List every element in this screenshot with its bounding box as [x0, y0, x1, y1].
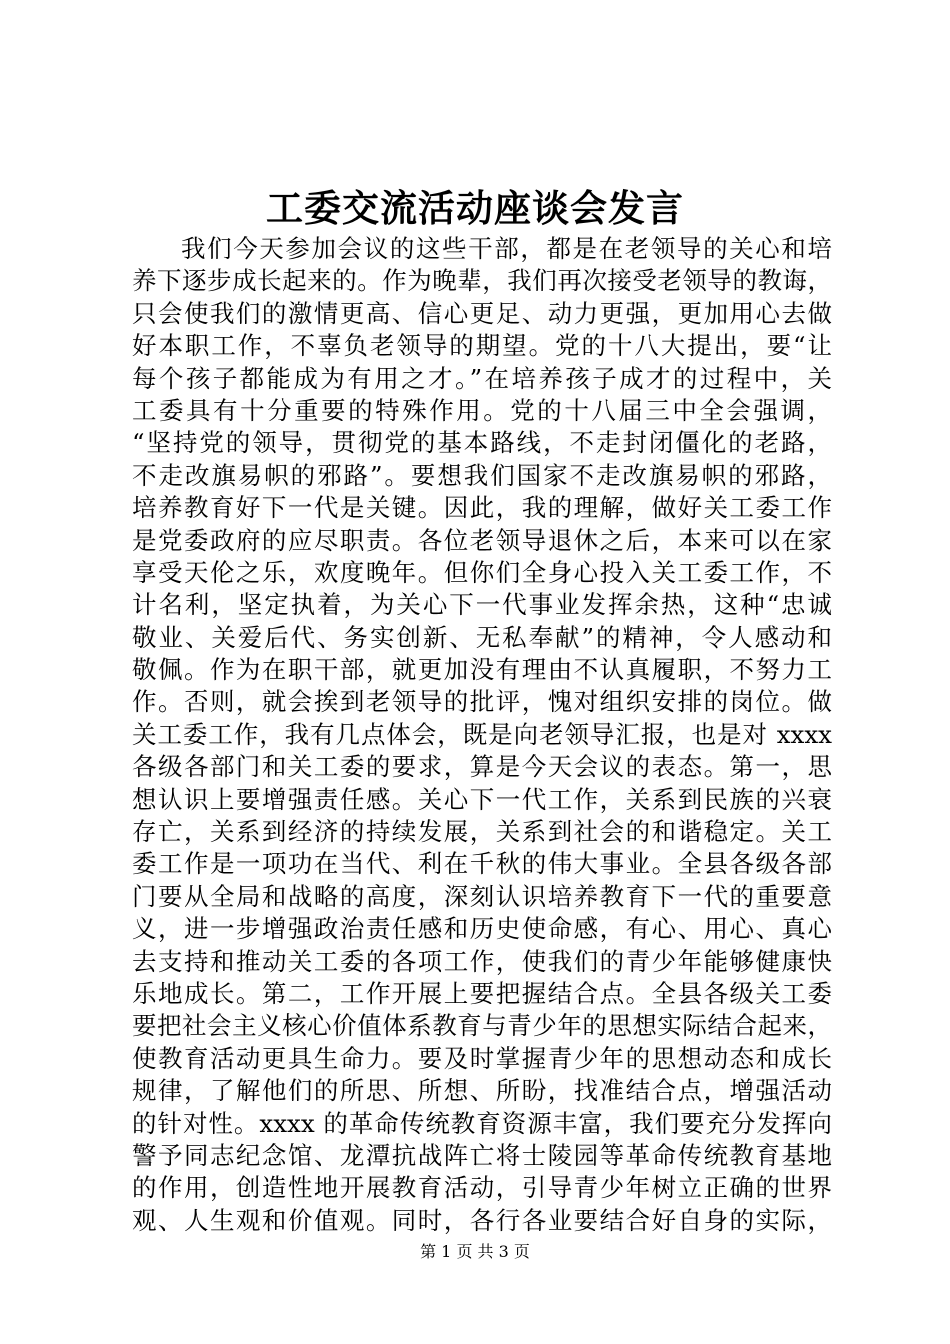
text-line: 的针对性。xxxx 的革命传统教育资源丰富，我们要充分发挥向 [132, 1108, 832, 1138]
text-line: 存亡，关系到经济的持续发展，关系到社会的和谐稳定。关工 [132, 817, 832, 847]
text-line: 要把社会主义核心价值体系教育与青少年的思想实际结合起来， [132, 1011, 832, 1041]
text-line: 是党委政府的应尽职责。各位老领导退休之后，本来可以在家 [132, 525, 832, 555]
text-line: 使教育活动更具生命力。要及时掌握青少年的思想动态和成长 [132, 1043, 832, 1073]
text-line: 观、人生观和价值观。同时，各行各业要结合好自身的实际， [132, 1205, 832, 1235]
text-line: 的作用，创造性地开展教育活动，引导青少年树立正确的世界 [132, 1173, 832, 1203]
text-line: 各级各部门和关工委的要求，算是今天会议的表态。第一，思 [132, 752, 832, 782]
text-line: 关工委工作，我有几点体会，既是向老领导汇报，也是对 xxxx [132, 719, 832, 749]
page-footer: 第 1 页 共 3 页 [420, 1242, 530, 1261]
text-line: 工委具有十分重要的特殊作用。党的十八届三中全会强调， [132, 395, 832, 425]
text-line: “坚持党的领导，贯彻党的基本路线，不走封闭僵化的老路， [132, 428, 832, 458]
text-line: 享受天伦之乐，欢度晚年。但你们全身心投入关工委工作，不 [132, 557, 832, 587]
text-line: 敬佩。作为在职干部，就更加没有理由不认真履职，不努力工 [132, 655, 832, 685]
text-line: 规律，了解他们的所思、所想、所盼，找准结合点，增强活动 [132, 1076, 832, 1106]
text-line: 作。否则，就会挨到老领导的批评，愧对组织安排的岗位。做 [132, 687, 832, 717]
text-line: 养下逐步成长起来的。作为晚辈，我们再次接受老领导的教诲， [132, 266, 832, 296]
text-line: 计名利，坚定执着，为关心下一代事业发挥余热，这种“忠诚 [132, 590, 832, 620]
text-line: 好本职工作，不辜负老领导的期望。党的十八大提出，要“让 [132, 331, 832, 361]
text-line: 义，进一步增强政治责任感和历史使命感，有心、用心、真心 [132, 914, 832, 944]
text-line: 敬业、关爱后代、务实创新、无私奉献”的精神，令人感动和 [132, 622, 832, 652]
text-line: 想认识上要增强责任感。关心下一代工作，关系到民族的兴衰 [132, 784, 832, 814]
text-line: 乐地成长。第二，工作开展上要把握结合点。全县各级关工委 [132, 978, 832, 1008]
body-paragraph [132, 233, 832, 1237]
text-line: 委工作是一项功在当代、利在千秋的伟大事业。全县各级各部 [132, 849, 832, 879]
text-line: 每个孩子都能成为有用之才。”在培养孩子成才的过程中，关 [132, 363, 832, 393]
document-title: 工委交流活动座谈会发言 [266, 186, 684, 230]
text-line: 去支持和推动关工委的各项工作，使我们的青少年能够健康快 [132, 946, 832, 976]
text-line: 不走改旗易帜的邪路”。要想我们国家不走改旗易帜的邪路， [132, 460, 832, 490]
text-line: 门要从全局和战略的高度，深刻认识培养教育下一代的重要意 [132, 881, 832, 911]
text-line: 只会使我们的激情更高、信心更足、动力更强，更加用心去做 [132, 298, 832, 328]
text-line: 培养教育好下一代是关键。因此，我的理解，做好关工委工作 [132, 493, 832, 523]
text-line: 警予同志纪念馆、龙潭抗战阵亡将士陵园等革命传统教育基地 [132, 1140, 832, 1170]
text-line: 我们今天参加会议的这些干部，都是在老领导的关心和培 [181, 234, 832, 263]
